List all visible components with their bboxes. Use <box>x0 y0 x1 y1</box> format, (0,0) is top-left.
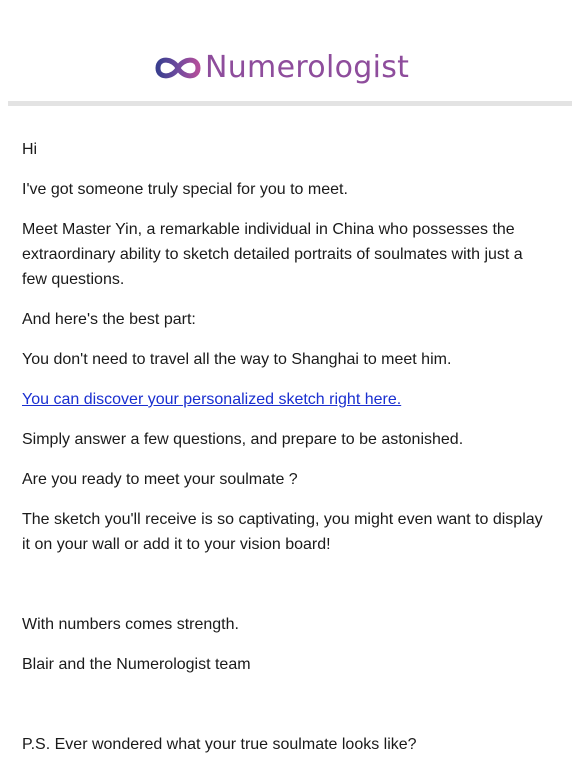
greeting-text: Hi <box>22 141 38 158</box>
header-divider <box>8 101 572 106</box>
meet-master-yin-text: Meet Master Yin, a remarkable individual in China who possesses the extraordinary ability to sketch detailed portraits of soulmates with just a few questions. <box>22 221 523 288</box>
email-header <box>0 0 580 104</box>
intro-text: I've got someone truly special for you to meet. <box>22 181 348 198</box>
infinity-icon <box>153 53 203 83</box>
ready-question-text: Are you ready to meet your soulmate ? <box>22 471 298 488</box>
no-travel-text: You don't need to travel all the way to Shanghai to meet him. <box>22 351 452 368</box>
sketch-description-text: The sketch you'll receive is so captivating, you might even want to display it on your wall or add it to your vision board! <box>22 511 543 553</box>
postscript-text: P.S. Ever wondered what your true soulmate looks like? <box>22 736 417 753</box>
brand-name: Numerologist <box>205 50 410 85</box>
signature-text: Blair and the Numerologist team <box>22 656 251 673</box>
best-part-text: And here's the best part: <box>22 311 196 328</box>
motto-text: With numbers comes strength. <box>22 616 239 633</box>
personalized-sketch-link[interactable]: You can discover your personalized sketch right here. <box>22 391 402 408</box>
answer-questions-text: Simply answer a few questions, and prepare to be astonished. <box>22 431 464 448</box>
brand-logo[interactable] <box>153 48 409 88</box>
email-body <box>22 137 552 757</box>
